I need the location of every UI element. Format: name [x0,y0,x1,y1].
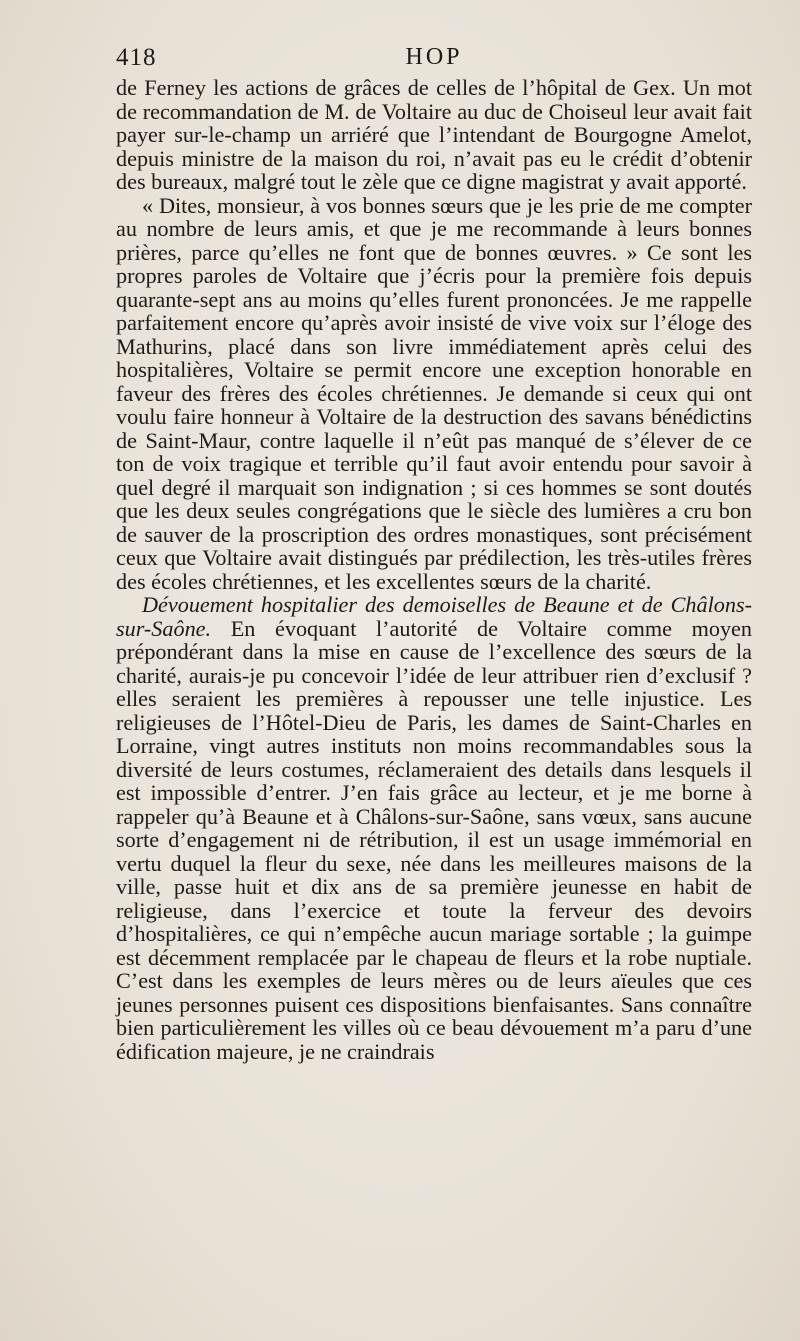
paragraph-beaune-chalons [116,593,752,1063]
running-head [116,44,752,74]
body-text [116,76,752,1063]
section-heading: Dévouement hospitalier des demoiselles de Beaune et de Châlons-sur-Saône. [116,592,752,641]
running-head-title: HOP [405,44,463,70]
paragraph-voltaire-quote [116,194,752,594]
paragraph-text: « Dites, monsieur, à vos bonnes sœurs que je les prie de me compter au nombre de leurs amis, et que je me recommande à leurs bonnes prières, parce qu’elles ne font que de bonnes œuvres. » Ce sont les propres paroles de Voltaire que j’écris pour la première fois depuis quarante-sept ans au moins qu’elles furent prononcées. Je me rappelle parfaitement encore qu’après avoir insisté de vive voix sur l’éloge des Mathurins, placé dans son livre immédiatement après celui des hospitalières, Voltaire se permit encore une exception honorable en faveur des frères des écoles chrétiennes. Je demande si ceux qui ont voulu faire honneur à Voltaire de la destruction des savans bénédictins de Saint-Maur, contre laquelle il n’eût pas manqué de s’élever de ce ton de voix tragique et terrible qu’il faut avoir entendu pour savoir à quel degré il marquait son indignation ; si ces hommes se sont doutés que les deux seules congrégations que le siècle des lumières a cru bon de sauver de la proscription des ordres monastiques, sont précisément ceux que Voltaire avait distingués par prédilection, les très-utiles frères des écoles chrétiennes, et les excellentes sœurs de la charité. [116,192,752,594]
paragraph-text: de Ferney les actions de grâces de celles de l’hôpital de Gex. Un mot de recommandation de M. de Voltaire au duc de Choiseul leur avait fait payer sur-le-champ un arriéré que l’intendant de Bourgogne Amelot, depuis ministre de la maison du roi, n’avait pas eu le crédit d’obtenir des bureaux, malgré tout le zèle que ce digne magistrat y avait apporté. [116,75,752,194]
paragraph-text: En évoquant l’autorité de Voltaire comme moyen prépondérant dans la mise en cause de l’excellence des sœurs de la charité, aurais-je pu concevoir l’idée de leur attribuer rien d’exclusif ? elles seraient les premières à repousser une telle injustice. Les religieuses de l’Hôtel-Dieu de Paris, les dames de Saint-Charles en Lorraine, vingt autres instituts non moins recommandables sous la diversité de leurs costumes, réclameraient des details dans lesquels il est impossible d’entrer. J’en fais grâce au lecteur, et je me borne à rappeler qu’à Beaune et à Châlons-sur-Saône, sans vœux, sans aucune sorte d’engagement ni de rétribution, il est un usage immémorial en vertu duquel la fleur du sexe, née dans les meilleures maisons de la ville, passe huit et dix ans de sa première jeunesse en habit de religieuse, dans l’exercice et toute la ferveur des devoirs d’hospitalières, ce qui n’empêche aucun mariage sortable ; la guimpe est décemment remplacée par le chapeau de fleurs et la robe nuptiale. C’est dans les exemples de leurs mères ou de leurs aïeules que ces jeunes personnes puisent ces dispositions bienfaisantes. Sans connaître bien particulièrement les villes où ce beau dévouement m’a paru d’une édification majeure, je ne craindrais [116,615,752,1064]
page-number: 418 [116,44,157,71]
paragraph-continuation [116,76,752,194]
